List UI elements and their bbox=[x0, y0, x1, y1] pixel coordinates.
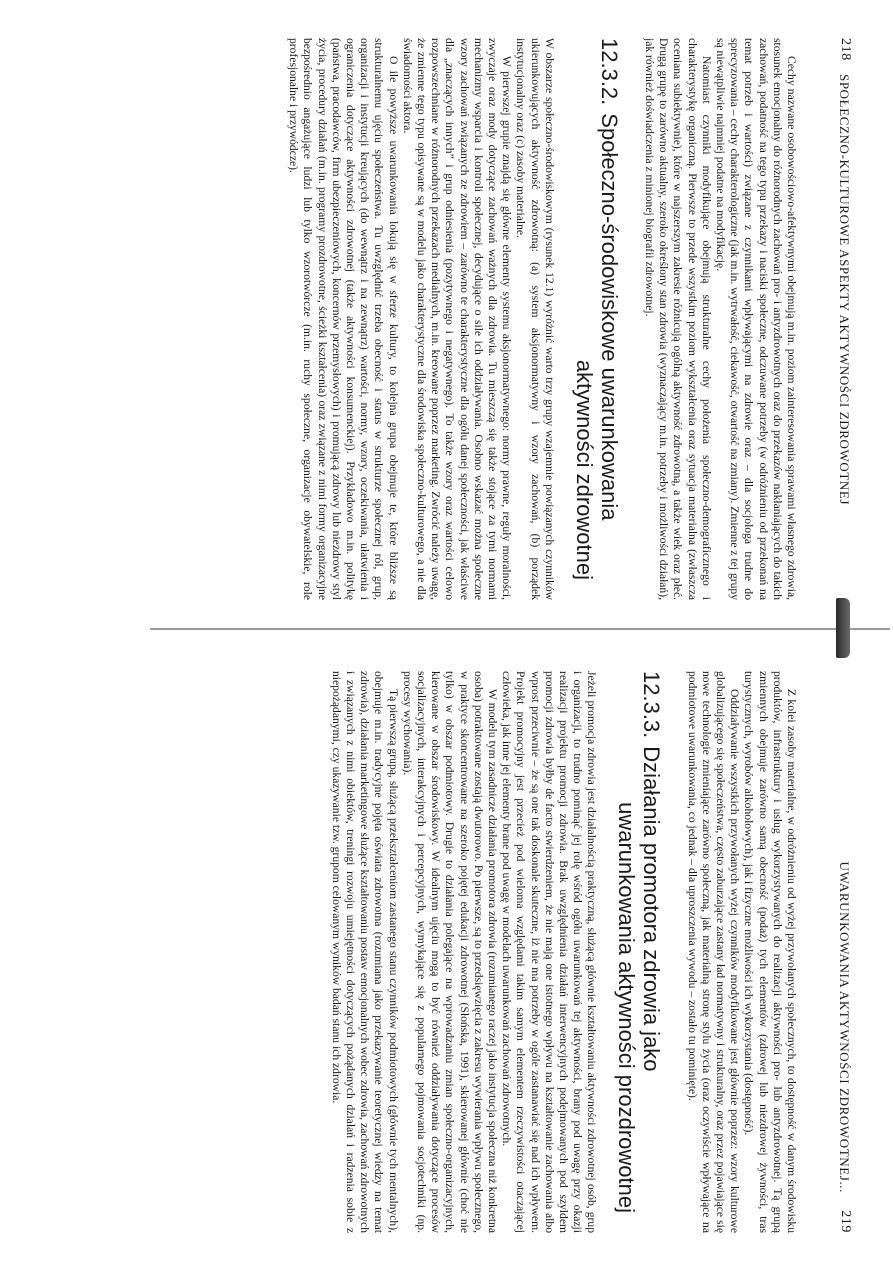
section-number: 12.3.2. bbox=[596, 38, 622, 106]
paragraph: W modelu tym zasadnicze działania promotora zdrowia (rozumianego raczej jako instytucja społeczna niż konkretna osoba) potraktowane zostają dwutorowo. Po pierwsze, są to przedsięwzięcia z zakresu wywierania wpływu społecznego, w praktyce skoncentrowane na szeroko pojętej edukacji zdrowotnej (Słońska, 1991), skierowanej głównie (choć nie tylko) w obszar podmiotowy. Drugie to działania polegające na wprowadzaniu zmian społeczno-organizacyjnych, kierowane w obszar środowiskowy. W idealnym ujęciu mogą to być również oddziaływania dotyczące procesów socjalizacyjnych, interakcyjnych i percepcyjnych, wymykające się z popularnego pojmowania socjotechniki (np. procesy wychowania). bbox=[400, 671, 499, 1233]
page-body bbox=[40, 38, 798, 600]
paragraph: O ile powyższe uwarunkowania lokują się w sferze kultury, to kolejna grupa obejmuje te, które bliższe są strukturalnemu ujęciu społeczeństwa. Tu uwzględnić trzeba obecność i status w strukturze społecznej ról, grup, organizacji i instytucji kreujących (do wewnątrz i na zewnątrz) wartości, normy, wzory, oczekiwania, ułatwienia i ograniczenia dotyczące aktywności zdrowotnej (także aktywności konsumenckiej). Przykładowo m.in. politykę (państwa, pracodawców, firm ubezpieczeniowych, koncernów przemysłowych) i promującą zdrowy lub niezdrowy styl życia, procedury działań (m.in. programy prozdrowotne, ścieżki kształcenia) oraz związane z nimi formy organizacyjne bezpośrednio angażujące ludzi lub tylko wzorotwórcze (m.in. ruchy społeczne, organizacje obywatelskie, role profesjonalne i przywódcze). bbox=[287, 38, 400, 600]
section-title-line1: Społeczno-środowiskowe uwarunkowania bbox=[596, 113, 622, 521]
running-head bbox=[831, 38, 853, 600]
paragraph: W obszarze społeczno-środowiskowym (rysunek 12.1) wyróżnić warto trzy grupy wzajemnie powiązanych czynników ukierunkowujących aktywność zdrowotną: (a) system aksjonormatywny i wzory zachowań, (b) porządek instytucjonalny oraz (c) zasoby materialne. bbox=[514, 38, 556, 600]
book-page-219 bbox=[0, 633, 893, 1263]
section-heading bbox=[614, 671, 664, 1233]
paragraph: Tą pierwszą grupą, służącą przekształceniom zastanego stanu czynników podmiotowych (głównie tych mentalnych), obejmuje m.in. tradycyjne pojęta oświata zdrowotna (rozumiana jako przekazywanie teoretycznej wiedzy na temat zdrowia), działania marketingowe służące kształtowaniu postaw emocjonalnych wobec zdrowia, zachowań zdrowotnych i związanych z nimi obiektów, treningi rozwoju umiejętności dotyczących pożądanych działań i radzenia sobie z niepożądanymi, czy ukazywanie tzw. grupom celowanym wyników badań stanu ich zdrowia. bbox=[329, 671, 400, 1233]
page-number: 219 bbox=[838, 1210, 853, 1233]
page-body bbox=[40, 671, 798, 1233]
paragraph: W pierwszej grupie znajdą się główne elementy systemu aksjonormatywnego: normy prawne, reguły moralności, zwyczaje oraz mody dotyczące zachowań ważnych dla zdrowia. Tu mieszczą się także stojące za tymi normami mechanizmy wsparcia i kontroli społecznej, decydujące o sile ich oddziaływania. Osobno wskazać można społeczne wzory zachowań związanych ze zdrowiem – zarówno te charakterystyczne dla ogółu danej społeczności, jak właściwe dla „znaczących innych” i grup odniesienia (pozytywnego i negatywnego). To także wzory oraz wartości celowo rozpowszechniane w różnorodnych przekazach medialnych, m.in. kreowane poprzez marketing. Zwrócić należy uwagę, że zmienne tego typu opisywane są w modelu jako charakterystyczne dla środowiska społeczno-kulturowego, a nie dla świadomości aktora. bbox=[400, 38, 514, 600]
paragraph: Cechy nazwane osobowościowo-afektywnymi obejmują m.in. poziom zainteresowania sprawami własnego zdrowia, stosunek emocjonalny do różnorodnych zachowań pro- i antyzdrowotnych oraz do przekazów nakłaniających do takich zachowań, podatność na tego typu przekazy i naciski społeczne, odczuwane potrzeby (w odróżnieniu od przekonań na temat potrzeb i wartości) związane z czynnikami wpływającymi na zdrowie oraz – dla socjologa trudne do sprecyzowania – cechy charakterologiczne (jak m.in. wytrwałość, ciekawość, otwartość na zmiany). Zmienne z tej grupy są niewątpliwie najmniej podatne na modyfikację. bbox=[713, 38, 798, 600]
section-title-line2: aktywności zdrowotnej bbox=[571, 359, 597, 580]
section-title-line2: uwarunkowania aktywności prozdrowotnej bbox=[614, 802, 640, 1213]
paragraph: Jeżeli promocja zdrowia jest działalnością praktyczną, służącą głównie kształtowaniu aktywności zdrowotnej osób, grup i organizacji, to trudno pominąć jej rolę wśród ogółu uwarunkowań tej aktywności, brany pod uwagę przy okazji realizacji projektu promocji zdrowia. Brak uwzględnienia działań interwencyjnych podejmowanych pod szyldem promocji zdrowia byłby de facto stwierdzeniem, że nie mają one istotnego wpływu na kształtowanie zachowania albo wprost przeciwnie – że są one tak doskonale skuteczne, iż nie ma potrzeby w ogóle zastanawiać się nad ich wpływem. Projekt promocyjny jest przecież pod wieloma względami takim samym elementem rzeczywistości otaczającej człowieka, jak inne jej elementy brane pod uwagę w modelach uwarunkowań zachowań zdrowotnych. bbox=[500, 671, 599, 1233]
running-head-text: UWARUNKOWANIA AKTYWNOŚCI ZDROWOTNEJ... bbox=[837, 861, 852, 1193]
page-number: 218 bbox=[838, 38, 853, 61]
paragraph: Oddziaływanie wszystkich przywołanych wyżej czynników modyfikowane jest głównie poprzez: wzory kulturowe globalizującego się społeczeństwa, często zaburzające zastany ład normatywny i strukturalny, oraz przez pojawiające się nowe technologie zmieniające zarówno społeczną, jak materialną stronę stylu życia (oraz oczywiście wpływające na podmiotowe uwarunkowania, co jednak – dla uproszczenia wywodu – zostało tu pominięte). bbox=[685, 671, 742, 1233]
book-page-218 bbox=[0, 0, 893, 630]
section-title-line1: Działania promotora zdrowia jako bbox=[639, 746, 665, 1072]
paragraph: Natomiast czynniki modyfikujące obejmują strukturalne cechy położenia społeczno-demograficznego i charakterystykę organiczną. Pierwsze to przede wszystkim poziom wykształcenia oraz sytuacja materialna (zwłaszcza oceniana subiektywnie), które w najszerszym zakresie różnicują ogólną aktywność zdrowotną, a także wiek oraz płeć. Drugą grupę to zarówno aktualny, szeroko określony stan zdrowia (wyznaczający m.in. potrzeby i możliwości działań), jak również doświadczenia z minionej biografii zdrowotnej. bbox=[642, 38, 713, 600]
section-heading bbox=[572, 38, 622, 600]
running-head bbox=[831, 671, 853, 1233]
running-head-text: SPOŁECZNO-KULTUROWE ASPEKTY AKTYWNOŚCI ZDROWOTNEJ bbox=[837, 74, 852, 506]
section-number: 12.3.3. bbox=[639, 671, 665, 739]
paragraph: Z kolei zasoby materialne, w odróżnieniu od wyżej przywołanych społecznych, to dostępność w danym środowisku produktów, infrastruktury i usług wykorzystywanych do realizacji aktywności pro- lub antyzdrowotnej. Tą grupą zmiennych obejmuje zarówno samą obecność (podaż) tych elementów (zdrowej lub niezdrowej żywności, tras turystycznych, wyrobów alkoholowych), jak i fizyczne możliwości ich wykorzystania (dostępność). bbox=[742, 671, 798, 1233]
